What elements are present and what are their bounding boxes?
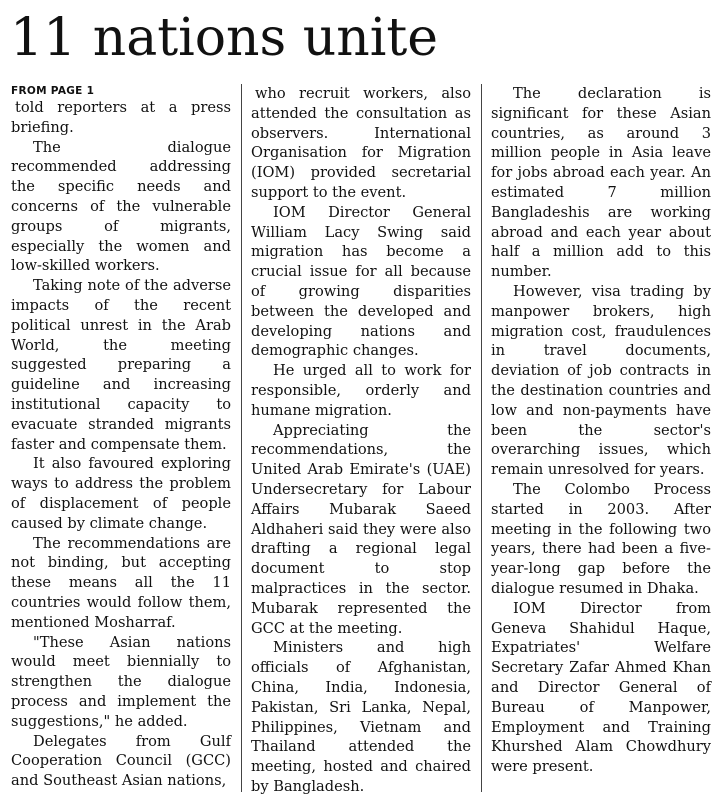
paragraph: The declaration is significant for these Asian countries, as around 3 million people in Asia leave for jobs abroad each year. An estimated 7 million Bangladeshis are working abroad and each year about half a million add to this number. bbox=[491, 85, 711, 281]
article-column-3 bbox=[491, 84, 711, 777]
column-rule bbox=[481, 84, 482, 792]
paragraph: The dialogue recommended addressing the specific needs and concerns of the vulnerable groups of migrants, especially the women and low-skilled workers. bbox=[11, 138, 231, 275]
article-column-1 bbox=[11, 84, 231, 791]
paragraph: Taking note of the adverse impacts of the recent political unrest in the Arab World, the meeting suggested preparing a guideline and increasing institutional capacity to evacuate stranded migrants faster and compensate them. bbox=[11, 277, 231, 453]
article-column-2 bbox=[251, 84, 471, 797]
paragraph: who recruit workers, also attended the consultation as observers. International Organisation for Migration (IOM) provided secretarial support to the event. bbox=[251, 85, 471, 201]
paragraph: Delegates from Gulf Cooperation Council (GCC) and Southeast Asian nations, bbox=[11, 732, 231, 790]
paragraph: However, visa trading by manpower brokers, high migration cost, fraudulences in travel documents, deviation of job contracts in the destination countries and low and non-payments have been the sector's overarching issues, which remain unresolved for years. bbox=[491, 282, 711, 479]
paragraph: The recommendations are not binding, but accepting these means all the 11 countries would follow them, mentioned Mosharraf. bbox=[11, 534, 231, 631]
paragraph: told reporters at a press briefing. bbox=[11, 99, 231, 136]
paragraph: He urged all to work for responsible, orderly and humane migration. bbox=[251, 362, 471, 419]
paragraph: The Colombo Process started in 2003. After meeting in the following two years, there had been a five-year-long gap before the dialogue resumed in Dhaka. bbox=[491, 480, 711, 597]
paragraph: Ministers and high officials of Afghanistan, China, India, Indonesia, Pakistan, Sri Lanka, Nepal, Philippines, Vietnam and Thailand attended the meeting, hosted and chaired by Bangladesh. bbox=[251, 639, 471, 795]
kicker-from-page: FROM PAGE 1 bbox=[11, 85, 95, 97]
paragraph: It also favoured exploring ways to address the problem of displacement of people caused by climate change. bbox=[11, 455, 231, 532]
paragraph: "These Asian nations would meet biennially to strengthen the dialogue process and implement the suggestions," he added. bbox=[11, 633, 231, 730]
paragraph: IOM Director General William Lacy Swing said migration has become a crucial issue for all because of growing disparities between the developed and developing nations and demographic changes. bbox=[251, 203, 471, 360]
column-rule bbox=[241, 84, 242, 792]
headline: 11 nations unite bbox=[10, 8, 439, 68]
paragraph: Appreciating the recommendations, the United Arab Emirate's (UAE) Undersecretary for Labour Affairs Mubarak Saeed Aldhaheri said they were also drafting a regional legal document to stop malpractices in the sector. Mubarak represented the GCC at the meeting. bbox=[251, 421, 471, 637]
paragraph: IOM Director from Geneva Shahidul Haque, Expatriates' Welfare Secretary Zafar Ahmed Khan and Director General of Bureau of Manpower, Employment and Training Khurshed Alam Chowdhury were present. bbox=[491, 599, 711, 776]
